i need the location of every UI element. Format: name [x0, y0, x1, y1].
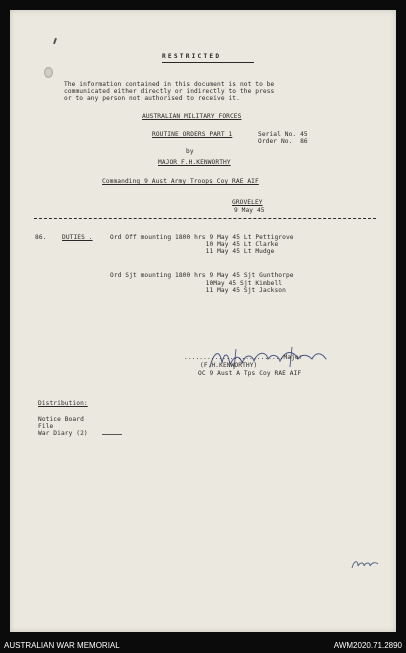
pencil-annotation: [350, 558, 380, 572]
document-page: [10, 10, 396, 632]
sjt-duty-line-3: 11 May 45 Sjt Jackson: [110, 287, 286, 294]
item-title: DUTIES .: [62, 234, 93, 241]
pencil-mark: [53, 38, 57, 44]
distribution-item: War Diary (2): [38, 430, 88, 437]
forces-heading: AUSTRALIAN MILITARY FORCES: [142, 113, 242, 120]
officer-duty-line-1: Ord Off mounting 1800 hrs 9 May 45 Lt Pettigrove: [110, 234, 294, 241]
notice-line-2: communicated either directly or indirectly to the press: [64, 88, 275, 95]
signature-unit: OC 9 Aust A Tps Coy RAE AIF: [198, 370, 302, 377]
distribution-item: Notice Board: [38, 416, 84, 423]
serial-number: Serial No. 45: [258, 131, 308, 138]
distribution-dash: [102, 434, 122, 435]
officer-duty-line-3: 11 May 45 Lt Mudge: [110, 248, 275, 255]
distribution-title: Distribution:: [38, 400, 88, 407]
distribution-item: File: [38, 423, 54, 430]
notice-line-3: or to any person not authorised to receive it.: [64, 95, 240, 102]
order-number: Order No. 86: [258, 138, 308, 145]
sjt-duty-line-2: 10May 45 Sjt Kimbell: [110, 280, 283, 287]
place-name: GROVELEY: [232, 199, 263, 206]
signature-name: (F.H.KENWORTHY): [200, 362, 258, 369]
commanding-line: Commanding 9 Aust Army Troops Coy RAE AIF: [102, 178, 259, 185]
footer-right-text: AWM2020.71.2890: [333, 641, 402, 650]
document-date: 9 May 45: [234, 207, 265, 214]
orders-title: ROUTINE ORDERS PART 1: [152, 131, 233, 138]
by-text: by: [186, 148, 194, 155]
classification-underline: [162, 62, 254, 63]
major-name: MAJOR F.H.KENWORTHY: [158, 159, 231, 166]
separator-line: [34, 218, 376, 219]
officer-duty-line-2: 10 May 45 Lt Clarke: [110, 241, 279, 248]
classification-heading: RESTRICTED: [162, 53, 222, 60]
punch-hole: [44, 67, 53, 78]
signature-line: ..........................Major: [184, 354, 303, 361]
notice-line-1: The information contained in this document is not to be: [64, 81, 275, 88]
footer-left-text: AUSTRALIAN WAR MEMORIAL: [4, 641, 120, 650]
footer-bar: [0, 637, 406, 653]
item-number: 86.: [35, 234, 47, 241]
sjt-duty-line-1: Ord Sjt mounting 1800 hrs 9 May 45 Sjt Gunthorpe: [110, 272, 294, 279]
